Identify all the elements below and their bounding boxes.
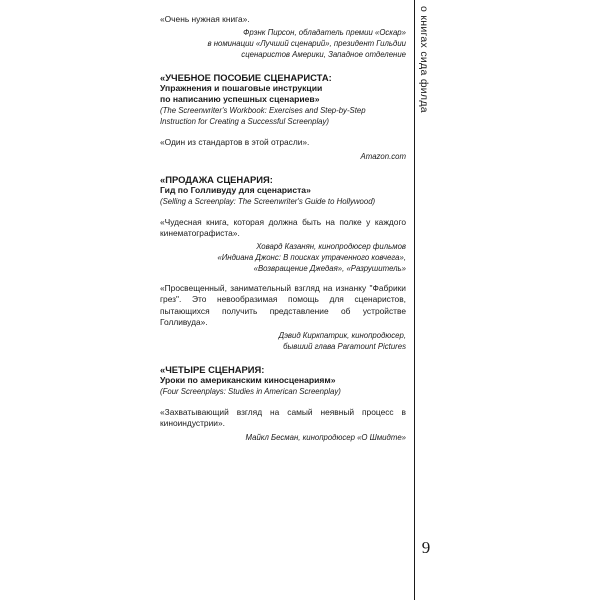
intro-quote: «Очень нужная книга». bbox=[160, 14, 250, 24]
review bbox=[160, 407, 406, 442]
book-title: «ЧЕТЫРЕ СЦЕНАРИЯ: bbox=[160, 364, 265, 376]
attribution-line: в номинации «Лучший сценарий», президент Гильдии bbox=[207, 39, 406, 49]
review-attribution bbox=[160, 330, 406, 352]
book-subtitle bbox=[160, 83, 406, 105]
book-original-line: (The Screenwriter's Workbook: Exercises and Step-by-Step bbox=[160, 106, 366, 116]
attribution-line: Майкл Бесман, кинопродюсер «О Шмидте» bbox=[245, 432, 406, 442]
book-subtitle-line: по написанию успешных сценариев» bbox=[160, 94, 320, 105]
review-quote: «Захватывающий взгляд на самый неявный процесс в киноиндустрии». bbox=[160, 407, 406, 429]
page-number: 9 bbox=[421, 538, 431, 557]
book-title: «УЧЕБНОЕ ПОСОБИЕ СЦЕНАРИСТА: bbox=[160, 72, 332, 84]
review-attribution bbox=[160, 151, 406, 162]
attribution-line: бывший глава Paramount Pictures bbox=[283, 342, 406, 352]
attribution-line: «Возвращение Джедая», «Разрушитель» bbox=[253, 264, 406, 274]
vertical-rule bbox=[414, 0, 415, 600]
section-label: о книгах сида филда bbox=[418, 6, 430, 113]
intro-review bbox=[160, 14, 406, 60]
side-column bbox=[414, 0, 438, 600]
attribution-line: Amazon.com bbox=[360, 151, 406, 161]
book-selling-a-screenplay bbox=[160, 174, 406, 207]
book-subtitle-line: Гид по Голливуду для сценариста» bbox=[160, 184, 311, 195]
book-four-screenplays bbox=[160, 364, 406, 397]
attribution-line: «Индиана Джонс: В поисках утраченного ковчега», bbox=[217, 253, 406, 263]
book-subtitle-line: Упражнения и пошаговые инструкции bbox=[160, 83, 323, 94]
book-original-line: (Four Screenplays: Studies in American Screenplay) bbox=[160, 387, 341, 397]
review bbox=[160, 283, 406, 352]
review-quote: «Чудесная книга, которая должна быть на полке у каждого кинематографиста». bbox=[160, 216, 406, 239]
attribution-line: сценаристов Америки, Западное отделение bbox=[241, 50, 406, 60]
review bbox=[160, 137, 406, 161]
book-subtitle-line: Уроки по американским киносценариям» bbox=[160, 375, 336, 386]
book-original-line: Instruction for Creating a Successful Screenplay) bbox=[160, 117, 330, 127]
attribution-line: Ховард Казанян, кинопродюсер фильмов bbox=[256, 242, 406, 252]
book-subtitle bbox=[160, 375, 406, 386]
review-attribution bbox=[160, 432, 406, 443]
book-original-title bbox=[160, 105, 406, 127]
page-content bbox=[160, 14, 406, 452]
book-title: «ПРОДАЖА СЦЕНАРИЯ: bbox=[160, 173, 273, 185]
book-original-title bbox=[160, 386, 406, 397]
review-attribution bbox=[160, 241, 406, 274]
attribution-line: Дэвид Киркпатрик, кинопродюсер, bbox=[278, 331, 406, 341]
book-subtitle bbox=[160, 185, 406, 196]
book-original-title bbox=[160, 196, 406, 207]
review bbox=[160, 217, 406, 274]
book-screenwriters-workbook bbox=[160, 72, 406, 127]
attribution-line: Фрэнк Пирсон, обладатель премии «Оскар» bbox=[243, 28, 406, 38]
review-quote: «Один из стандартов в этой отрасли». bbox=[160, 137, 310, 148]
book-original-line: (Selling a Screenplay: The Screenwriter's Guide to Hollywood) bbox=[160, 196, 376, 206]
review-quote: «Просвещенный, занимательный взгляд на изнанку "Фабрики грез". Это невообразимая помощь для сценаристов, пытающихся получить представление об устройстве Голливуда». bbox=[160, 283, 406, 327]
intro-attribution bbox=[160, 27, 406, 60]
